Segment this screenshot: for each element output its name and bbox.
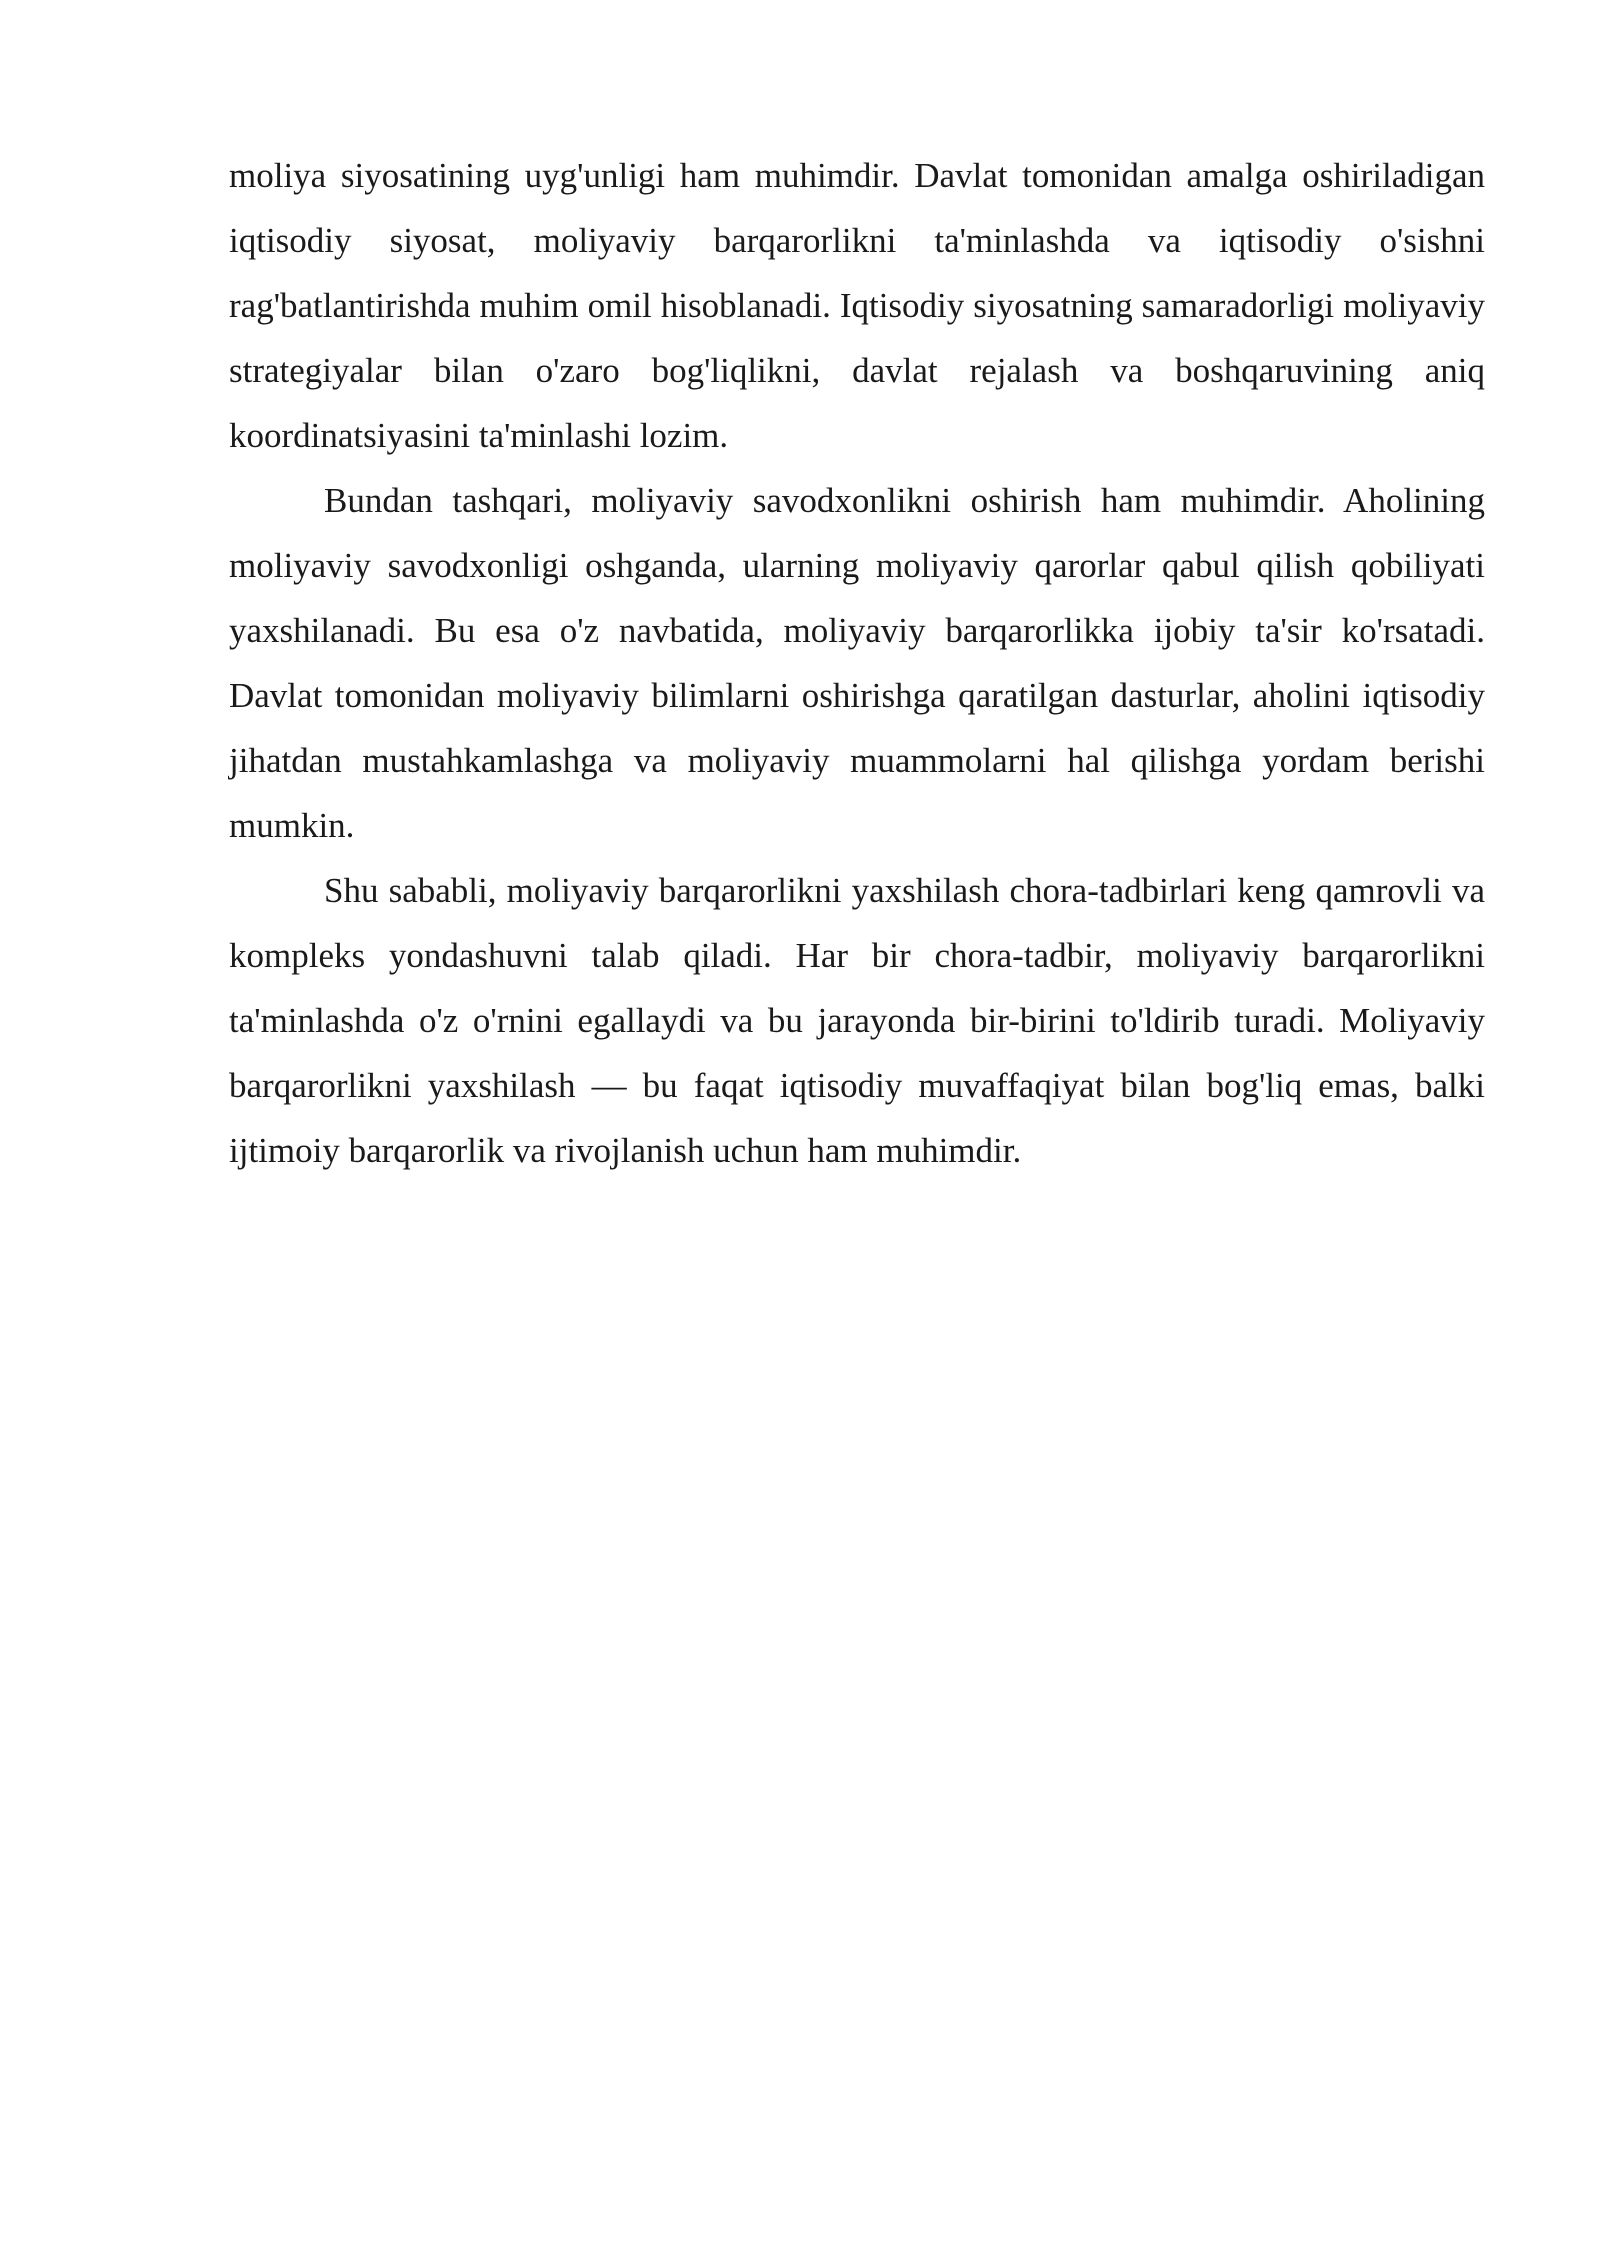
paragraph-financial-literacy: Bundan tashqari, moliyaviy savodxonlikni oshirish ham muhimdir. Aholining moliyaviy savodxonligi oshganda, ularning moliyaviy qarorlar qabul qilish qobiliyati yaxshilanadi. Bu esa o'z navbatida, moliyaviy barqarorlikka ijobiy ta'sir ko'rsatadi. Davlat tomonidan moliyaviy bilimlarni oshirishga qaratilgan dasturlar, aholini iqtisodiy jihatdan mustahkamlashga va moliyaviy muammolarni hal qilishga yordam berishi mumkin.: [229, 481, 1485, 845]
paragraph-continuation: moliya siyosatining uyg'unligi ham muhimdir. Davlat tomonidan amalga oshiriladigan iqtisodiy siyosat, moliyaviy barqarorlikni ta'minlashda va iqtisodiy o'sishni rag'batlantirishda muhim omil hisoblanadi. Iqtisodiy siyosatning samaradorligi moliyaviy strategiyalar bilan o'zaro bog'liqlikni, davlat rejalash va boshqaruvining aniq koordinatsiyasini ta'minlashi lozim.: [229, 156, 1485, 455]
body-text: [229, 143, 1485, 1183]
paragraph-conclusion: Shu sababli, moliyaviy barqarorlikni yaxshilash chora-tadbirlari keng qamrovli va kompleks yondashuvni talab qiladi. Har bir chora-tadbir, moliyaviy barqarorlikni ta'minlashda o'z o'rnini egallaydi va bu jarayonda bir-birini to'ldirib turadi. Moliyaviy barqarorlikni yaxshilash — bu faqat iqtisodiy muvaffaqiyat bilan bog'liq emas, balki ijtimoiy barqarorlik va rivojlanish uchun ham muhimdir.: [229, 871, 1485, 1170]
